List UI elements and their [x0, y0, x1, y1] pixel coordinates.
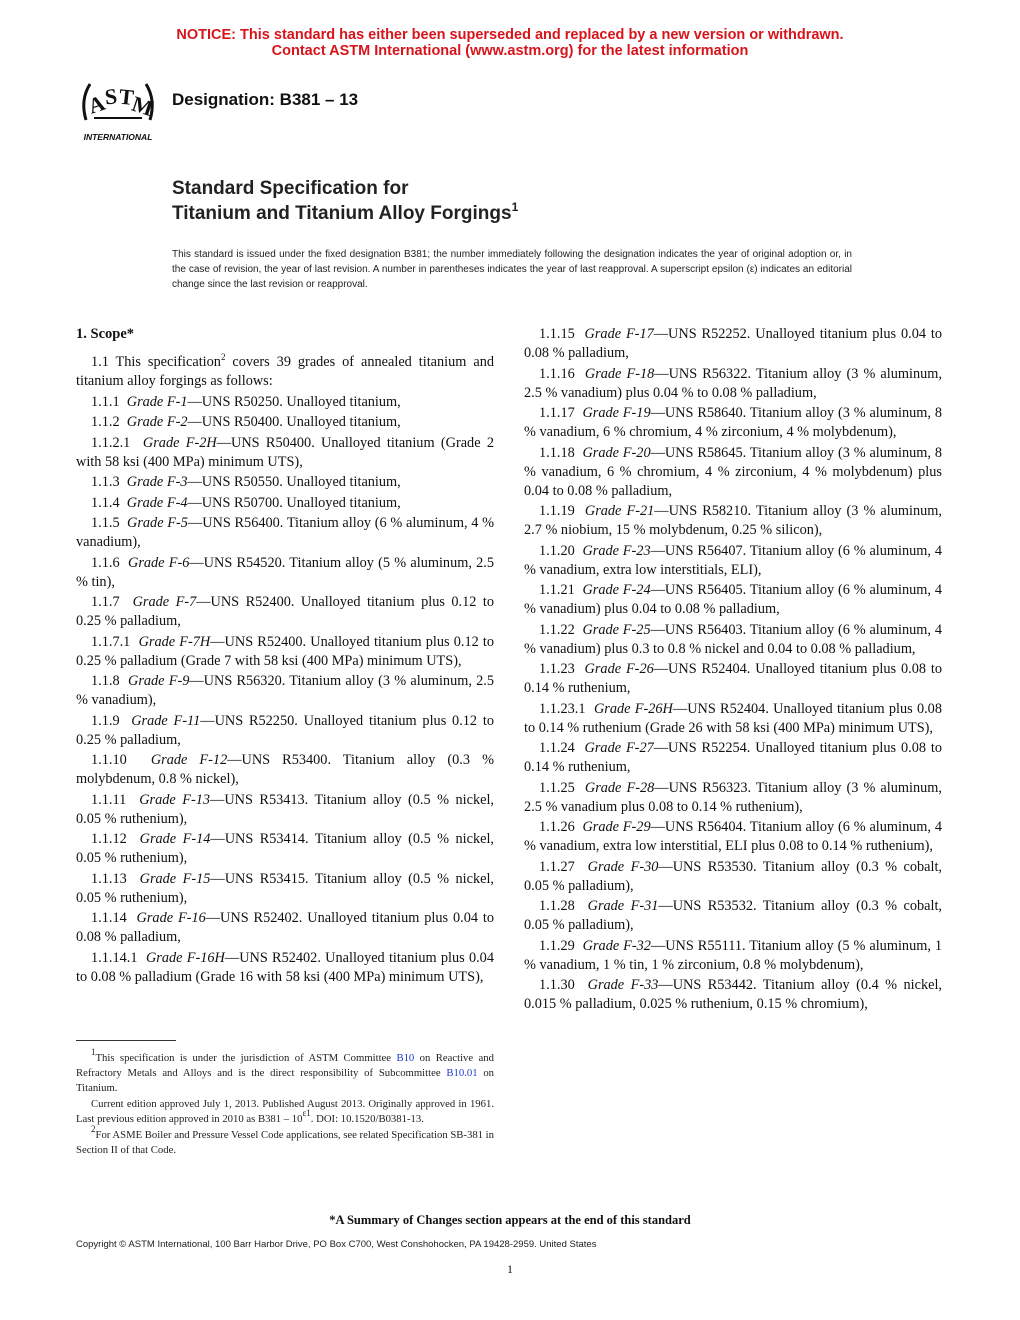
grade-name: Grade F-33	[587, 977, 659, 993]
item-number: 1.1.20	[539, 542, 575, 559]
item-text: —UNS R52402. Unalloyed titanium plus 0.04 to 0.08 % palladium,	[76, 910, 494, 945]
footnotes	[76, 1047, 495, 1159]
scope-intro-text: 1.1 This specification	[91, 354, 221, 370]
item-number: 1.1.3	[91, 474, 120, 490]
spec-item	[76, 870, 494, 908]
designation: Designation: B381 – 13	[172, 90, 359, 109]
item-number: 1.1.4	[91, 494, 120, 511]
grade-name: Grade F-2	[126, 414, 188, 430]
item-number: 1.1.26	[539, 819, 575, 835]
spec-item	[76, 473, 494, 492]
item-text: —UNS R54520. Titanium alloy (5 % aluminum, 2.5 % tin),	[76, 554, 494, 590]
item-text: —UNS R52404. Unalloyed titanium plus 0.08 to 0.14 % ruthenium (Grade 26 with 58 ksi (400 MPa) minimum UTS),	[524, 700, 942, 736]
item-text: —UNS R56407. Titanium alloy (6 % aluminum, 4 % vanadium, extra low interstitials, ELI),	[524, 542, 942, 578]
left-column	[76, 325, 494, 988]
item-number: 1.1.13	[91, 870, 127, 887]
edition-text-b: . DOI: 10.1520/B0381-13.	[310, 1113, 424, 1125]
item-text: —UNS R50400. Unalloyed titanium (Grade 2 with 58 ksi (400 MPa) minimum UTS),	[76, 434, 494, 470]
issued-note: This standard is issued under the fixed designation B381; the number immediately following the designation indicates the year of original adoption or, in the case of revision, the year of last revision. A number in parentheses indicates the year of last reapproval. A superscript epsilon (ε) indicates an editorial change since the last revision or reapproval.	[172, 249, 852, 290]
grade-name: Grade F-19	[582, 405, 651, 421]
logo-letter-t: T	[117, 83, 136, 110]
item-text: —UNS R53400. Titanium alloy (0.3 % molybdenum, 0.8 % nickel),	[76, 752, 494, 787]
spec-item	[524, 325, 942, 363]
spec-item	[524, 404, 942, 442]
grade-name: Grade F-14	[139, 831, 211, 847]
item-text: —UNS R56323. Titanium alloy (3 % aluminum, 2.5 % vanadium plus 0.08 to 0.14 % ruthenium),	[524, 779, 942, 815]
grade-name: Grade F-26	[584, 661, 654, 677]
spec-item	[76, 712, 494, 750]
footnote-2	[76, 1124, 494, 1158]
spec-item	[524, 937, 942, 975]
spec-item	[524, 976, 942, 1014]
item-text: —UNS R53442. Titanium alloy (0.4 % nickel, 0.015 % palladium, 0.025 % ruthenium, 0.15 % chromium),	[524, 977, 943, 1012]
spec-item	[76, 751, 494, 789]
grade-name: Grade F-16H	[145, 949, 225, 966]
item-text: —UNS R56404. Titanium alloy (6 % aluminum, 4 % vanadium, extra low interstitial, ELI plus 0.08 to 0.14 % ruthenium),	[524, 819, 942, 854]
spec-item	[524, 581, 942, 619]
footnote-1-edition	[76, 1097, 494, 1127]
spec-item	[76, 791, 494, 829]
title-footnote-mark: 1	[511, 200, 519, 214]
right-column	[524, 325, 942, 1016]
notice-line-2: Contact ASTM International (www.astm.org) for the latest information	[271, 43, 749, 59]
left-item-list	[76, 393, 494, 987]
document-title	[172, 176, 518, 226]
footnote-1-text-a: This specification is under the jurisdiction of ASTM Committee	[95, 1052, 397, 1064]
item-text: —UNS R56405. Titanium alloy (6 % aluminum, 4 % vanadium) plus 0.04 to 0.08 % palladium,	[524, 582, 942, 617]
item-text: —UNS R56403. Titanium alloy (6 % aluminum, 4 % vanadium) plus 0.3 to 0.8 % nickel and 0.04 to 0.08 % palladium,	[524, 621, 942, 657]
grade-name: Grade F-23	[582, 542, 651, 559]
footnote-1	[76, 1047, 495, 1096]
item-text: —UNS R52400. Unalloyed titanium plus 0.12 to 0.25 % palladium (Grade 7 with 58 ksi (400 MPa) minimum UTS),	[76, 633, 494, 669]
title-line-2-text: Titanium and Titanium Alloy Forgings	[172, 203, 512, 224]
summary-of-changes-note: *A Summary of Changes section appears at the end of this standard	[329, 1213, 691, 1227]
item-text: —UNS R50250. Unalloyed titanium,	[187, 393, 401, 410]
item-number: 1.1.30	[539, 977, 575, 993]
grade-name: Grade F-26H	[593, 700, 673, 717]
grade-name: Grade F-21	[584, 503, 655, 519]
spec-item	[76, 593, 494, 631]
footnote-1-mark: 1	[91, 1047, 96, 1057]
grade-name: Grade F-12	[150, 752, 228, 768]
spec-item	[76, 494, 494, 513]
spec-item	[524, 739, 942, 777]
spec-item	[524, 621, 942, 659]
spec-item	[76, 672, 494, 710]
item-text: —UNS R53532. Titanium alloy (0.3 % cobalt, 0.05 % palladium),	[524, 898, 943, 933]
footnote-1-text-c: on Titanium.	[76, 1067, 495, 1094]
title-line-2	[172, 201, 518, 226]
item-number: 1.1.14.1	[91, 949, 138, 966]
grade-name: Grade F-32	[582, 937, 651, 954]
spec-item	[76, 514, 494, 552]
item-number: 1.1.5	[91, 515, 120, 531]
scope-heading: 1. Scope*	[76, 326, 134, 342]
item-text: —UNS R52252. Unalloyed titanium plus 0.04 to 0.08 % palladium,	[524, 326, 942, 361]
item-text: —UNS R53414. Titanium alloy (0.5 % nickel, 0.05 % ruthenium),	[76, 831, 495, 866]
item-text: —UNS R53413. Titanium alloy (0.5 % nickel, 0.05 % ruthenium),	[76, 791, 494, 827]
item-number: 1.1.19	[539, 503, 575, 519]
item-number: 1.1.27	[539, 858, 575, 875]
item-text: —UNS R58210. Titanium alloy (3 % aluminum, 2.7 % niobium, 15 % molybdenum, 0.25 % silicon),	[524, 503, 942, 538]
grade-name: Grade F-7	[132, 594, 197, 610]
item-number: 1.1.17	[539, 405, 575, 421]
grade-name: Grade F-4	[126, 494, 188, 511]
item-number: 1.1.14	[91, 910, 127, 926]
item-number: 1.1.16	[539, 365, 575, 382]
spec-item	[76, 633, 494, 671]
item-number: 1.1.24	[539, 740, 575, 756]
spec-item	[524, 858, 942, 896]
notice-line-1: NOTICE: This standard has either been superseded and replaced by a new version or withdrawn.	[176, 27, 844, 43]
spec-item	[524, 444, 942, 501]
grade-name: Grade F-1	[126, 393, 188, 410]
item-number: 1.1.6	[91, 554, 120, 571]
item-number: 1.1.12	[91, 831, 127, 847]
item-number: 1.1.21	[539, 582, 575, 598]
grade-name: Grade F-25	[582, 621, 651, 638]
spec-item	[76, 949, 494, 987]
item-number: 1.1.11	[91, 791, 127, 808]
spec-item	[524, 660, 942, 698]
grade-name: Grade F-7H	[138, 633, 211, 650]
item-text: —UNS R58640. Titanium alloy (3 % aluminum, 8 % vanadium, 6 % chromium, 4 % zirconium, 4 % molybdenum),	[524, 405, 942, 440]
spec-item	[524, 700, 942, 738]
item-number: 1.1.28	[539, 898, 575, 914]
item-number: 1.1.9	[91, 712, 120, 729]
item-text: —UNS R56400. Titanium alloy (6 % aluminum, 4 % vanadium),	[76, 515, 494, 550]
item-number: 1.1.8	[91, 673, 120, 689]
spec-item	[76, 830, 494, 868]
spec-item	[76, 393, 494, 412]
committee-b10-link[interactable]: B10	[396, 1052, 415, 1064]
page-number: 1	[507, 1262, 513, 1276]
item-number: 1.1.2.1	[91, 434, 131, 451]
astm-logo	[72, 70, 164, 144]
item-text: —UNS R52400. Unalloyed titanium plus 0.12 to 0.25 % palladium,	[76, 594, 495, 629]
item-number: 1.1.29	[539, 937, 575, 954]
item-number: 1.1.25	[539, 779, 575, 796]
grade-name: Grade F-6	[128, 554, 190, 571]
item-number: 1.1.23.1	[539, 700, 586, 717]
grade-name: Grade F-31	[587, 898, 659, 914]
grade-name: Grade F-28	[584, 779, 655, 796]
item-number: 1.1.7.1	[91, 633, 131, 650]
item-number: 1.1.23	[539, 661, 575, 677]
item-text: —UNS R56322. Titanium alloy (3 % aluminum, 2.5 % vanadium) plus 0.04 % to 0.08 % palladium,	[524, 365, 942, 401]
footnote-1-text-b: on Reactive and Refractory Metals and Alloys and is the direct responsibility of Subcommittee	[76, 1052, 494, 1079]
logo-letter-a: A	[85, 89, 108, 119]
epsilon-mark: ε1	[302, 1108, 311, 1118]
item-text: —UNS R50700. Unalloyed titanium,	[187, 494, 401, 511]
grade-name: Grade F-29	[582, 819, 651, 835]
footnote-divider	[76, 1040, 176, 1041]
right-item-list	[524, 325, 942, 1014]
grade-name: Grade F-2H	[142, 434, 217, 451]
item-text: —UNS R58645. Titanium alloy (3 % aluminum, 8 % vanadium, 6 % chromium, 4 % zirconium, 4 % molybdenum) plus 0.04 to 0.08 % palladium,	[524, 444, 942, 499]
grade-name: Grade F-9	[128, 673, 190, 689]
item-text: —UNS R52402. Unalloyed titanium plus 0.04 to 0.08 % palladium (Grade 16 with 58 ksi (400 MPa) minimum UTS),	[76, 949, 494, 985]
grade-name: Grade F-30	[587, 858, 659, 875]
grade-name: Grade F-16	[136, 910, 206, 926]
spec-item	[524, 818, 942, 856]
grade-name: Grade F-15	[139, 870, 211, 887]
footnote-2-mark-bottom: 2	[91, 1124, 96, 1134]
item-text: —UNS R53415. Titanium alloy (0.5 % nickel, 0.05 % ruthenium),	[76, 870, 495, 906]
superseded-notice	[0, 27, 1020, 59]
grade-name: Grade F-5	[127, 515, 188, 531]
subcommittee-b10-01-link[interactable]: B10.01	[446, 1067, 478, 1079]
spec-item	[524, 779, 942, 817]
item-text: —UNS R56320. Titanium alloy (3 % aluminum, 2.5 % vanadium),	[76, 673, 494, 708]
item-text: —UNS R55111. Titanium alloy (5 % aluminum, 1 % vanadium, 1 % tin, 1 % zirconium, 0.8 % molybdenum),	[524, 937, 943, 973]
spec-item	[524, 502, 942, 540]
scope-intro	[76, 353, 494, 391]
item-number: 1.1.10	[91, 752, 127, 768]
item-text: —UNS R53530. Titanium alloy (0.3 % cobalt, 0.05 % palladium),	[524, 858, 943, 894]
title-line-1: Standard Specification for	[172, 178, 409, 199]
item-text: —UNS R52404. Unalloyed titanium plus 0.08 to 0.14 % ruthenium,	[524, 661, 942, 696]
footnote-2-text: For ASME Boiler and Pressure Vessel Code applications, see related Specification SB-381 in Section II of that Code.	[76, 1129, 494, 1156]
spec-item	[76, 434, 494, 472]
edition-text-a: Current edition approved July 1, 2013. Published August 2013. Originally approved in 1961. Last previous edition approved in 2010 as B381 – 10	[76, 1098, 494, 1125]
logo-subtext: INTERNATIONAL	[83, 132, 153, 142]
grade-name: Grade F-24	[582, 582, 651, 598]
logo-letter-s: S	[103, 83, 119, 110]
item-text: —UNS R50400. Unalloyed titanium,	[187, 414, 401, 430]
grade-name: Grade F-18	[584, 365, 655, 382]
item-number: 1.1.7	[91, 594, 120, 610]
grade-name: Grade F-27	[584, 740, 654, 756]
item-number: 1.1.15	[539, 326, 575, 342]
item-number: 1.1.2	[91, 414, 120, 430]
spec-item	[76, 554, 494, 592]
spec-item	[76, 909, 494, 947]
item-text: —UNS R52250. Unalloyed titanium plus 0.12 to 0.25 % palladium,	[76, 712, 494, 748]
grade-name: Grade F-13	[139, 791, 211, 808]
spec-item	[76, 413, 494, 432]
spec-item	[524, 897, 942, 935]
item-number: 1.1.22	[539, 621, 575, 638]
footnote-2-mark: 2	[220, 352, 226, 362]
grade-name: Grade F-11	[131, 712, 201, 729]
item-number: 1.1.1	[91, 393, 120, 410]
item-number: 1.1.18	[539, 444, 575, 461]
logo-letter-m: M	[128, 90, 157, 122]
item-text: —UNS R50550. Unalloyed titanium,	[187, 474, 401, 490]
grade-name: Grade F-20	[582, 444, 651, 461]
scope-intro-text-2: covers 39 grades of annealed titanium and titanium alloy forgings as follows:	[76, 354, 494, 389]
grade-name: Grade F-17	[584, 326, 654, 342]
grade-name: Grade F-3	[126, 474, 188, 490]
copyright: Copyright © ASTM International, 100 Barr Harbor Drive, PO Box C700, West Conshohocken, PA 19428-2959. United States	[76, 1239, 597, 1250]
spec-item	[524, 542, 942, 580]
spec-item	[524, 365, 942, 403]
item-text: —UNS R52254. Unalloyed titanium plus 0.08 to 0.14 % ruthenium,	[524, 740, 942, 775]
